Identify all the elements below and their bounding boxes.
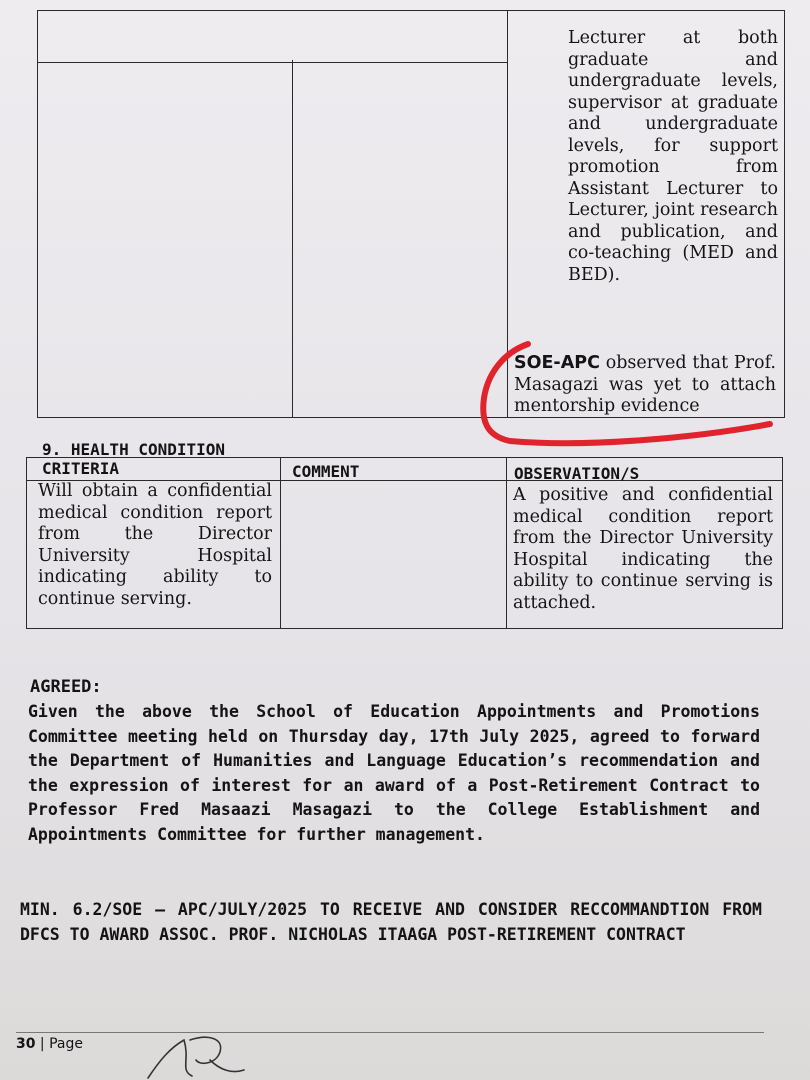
page-label: | Page <box>35 1036 83 1052</box>
health-divider-1 <box>280 457 281 629</box>
page-number: 30 <box>16 1036 36 1052</box>
page-footer <box>16 1036 83 1052</box>
observation-prefix: SOE-APC <box>514 353 600 373</box>
top-table-col3-text: Lecturer at both graduate and undergraduate levels, supervisor at graduate and undergraduate levels, for support promotion from Assistant Lecturer to Lecturer, joint research and publication, and co-teaching (MED and BED). <box>568 28 778 285</box>
signature-mark <box>140 1030 250 1080</box>
observation-rest: observed that Prof. Masagazi was yet to attach mentorship evidence <box>514 353 776 416</box>
footer-rule <box>16 1032 764 1033</box>
criteria-text: Will obtain a confidential medical condition report from the Director University Hospital indicating ability to continue serving. <box>38 481 272 609</box>
criteria-header: CRITERIA <box>42 459 120 478</box>
minute-heading: MIN. 6.2/SOE – APC/JULY/2025 TO RECEIVE AND CONSIDER RECCOMMANDTION FROM DFCS TO AWARD ASSOC. PROF. NICHOLAS ITAAGA POST-RETIREMENT CONTRACT <box>20 900 762 944</box>
agreed-heading: AGREED: <box>30 677 102 697</box>
comment-header: COMMENT <box>292 462 360 481</box>
observation-text: A positive and confidential medical condition report from the Director University Hospital indicating the ability to continue serving is attached. <box>513 485 773 613</box>
agreed-paragraph: Given the above the School of Education Appointments and Promotions Committee meeting held on Thursday day, 17th July 2025, agreed to forward the Department of Humanities and Language Education’s recommendation and the expression of interest for an award of a Post-Retirement Contract to Professor Fred Masaazi Masagazi to the College Establishment and Appointments Committee for further management. <box>28 702 760 844</box>
section-heading: 9. HEALTH CONDITION <box>42 440 226 459</box>
health-divider-2 <box>506 457 507 629</box>
observation-header: OBSERVATION/S <box>514 464 640 483</box>
